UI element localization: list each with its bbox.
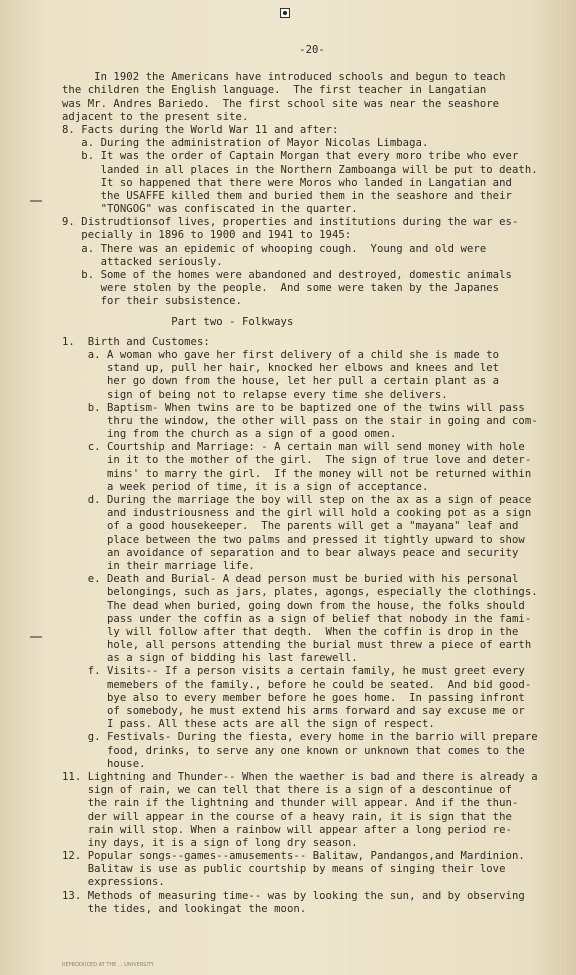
text-line: the USAFFE killed them and buried them in the seashore and their <box>62 189 512 202</box>
text-line: The dead when buried, going down from the house, the folks should <box>62 599 525 612</box>
text-line: d. During the marriage the boy will step on the ax as a sign of peace <box>62 494 532 506</box>
margin-dash <box>30 636 42 638</box>
text-line: a. A woman who gave her first delivery of a child she is made to <box>62 348 500 361</box>
text-line: ly will follow after that deqth. When the coffin is drop in the <box>62 625 519 638</box>
margin-dash <box>30 200 42 202</box>
text-line: of a good housekeeper. The parents will get a "mayana" leaf and <box>62 520 519 533</box>
text-line: memebers of the family., before he could be seated. And bid good- <box>62 678 532 691</box>
text-line: 9. Distrudtionsof lives, properties and institutions during the war es- <box>62 216 519 229</box>
text-line: I pass. All these acts are all the sign of respect. <box>62 718 435 731</box>
text-line: It so happened that there were Moros who landed in Langatian and <box>62 176 512 189</box>
text-line: Part two - Folkways <box>62 315 294 328</box>
text-line: 8. Facts during the World War 11 and after: <box>62 123 339 136</box>
text-line: in it to the mother of the girl. The sign of true love and deter- <box>62 454 532 467</box>
text-line: b. It was the order of Captain Morgan that every moro tribe who ever <box>62 150 519 163</box>
text-line: 1. Birth and Customes: <box>62 335 210 348</box>
text-line: for their subsistence. <box>62 295 242 308</box>
text-line: bye also to every member before he goes home. In passing infront <box>62 691 525 704</box>
staple-icon <box>280 8 290 18</box>
text-line: the tides, and lookingat the moon. <box>62 902 307 915</box>
page-number: -20- <box>299 44 325 56</box>
text-line: c. Courtship and Marriage: - A certain man will send money with hole <box>62 441 525 454</box>
text-line: e. Death and Burial- A dead person must be buried with his personal <box>62 573 519 586</box>
text-line <box>62 309 562 316</box>
text-line: in their marriage life. <box>62 559 255 572</box>
text-lines <box>62 71 562 916</box>
text-line: iny days, it is a sign of long dry season. <box>62 836 358 849</box>
text-line: sign of rain, we can tell that there is a sign of a descontinue of <box>62 784 512 797</box>
text-line: adjacent to the present site. <box>62 110 249 123</box>
text-line: the rain if the lightning and thunder will appear. And if the thun- <box>62 797 519 810</box>
text-line: landed in all places in the Northern Zamboanga will be put to death. <box>62 163 538 176</box>
text-line: stand up, pull her hair, knocked her elbows and knees and let <box>62 362 500 375</box>
text-line: of somebody, he must extend his arms forward and say excuse me or <box>62 705 525 717</box>
text-line: b. Some of the homes were abandoned and destroyed, domestic animals <box>62 269 512 281</box>
text-line: 13. Methods of measuring time-- was by looking the sun, and by observing <box>62 889 525 902</box>
text-line: thru the window, the other will pass on the stair in going and com- <box>62 414 538 427</box>
text-line: a. During the administration of Mayor Nicolas Limbaga. <box>62 137 429 150</box>
text-line: der will appear in the course of a heavy rain, it is sign that the <box>62 810 512 823</box>
text-line: expressions. <box>62 876 165 889</box>
text-line: an avoidance of separation and to bear always peace and security <box>62 546 519 559</box>
text-line <box>62 329 562 336</box>
text-line: food, drinks, to serve any one known or unknown that comes to the <box>62 744 525 757</box>
text-line: a week period of time, it is a sign of acceptance. <box>62 480 429 493</box>
text-line: 12. Popular songs--games--amusements-- Balitaw, Pandangos,and Mardinion. <box>62 850 525 863</box>
text-line: In 1902 the Americans have introduced schools and begun to teach <box>62 71 506 84</box>
text-line: pass under the coffin as a sign of belief that nobody in the fami- <box>62 612 532 625</box>
text-line: were stolen by the people. And some were taken by the Japanes <box>62 282 500 295</box>
text-line: a. There was an epidemic of whooping cough. Young and old were <box>62 242 487 255</box>
text-line: her go down from the house, let her pull a certain plant as a <box>62 375 500 388</box>
text-line: attacked seriously. <box>62 255 223 268</box>
text-line: as a sign of bidding his last farewell. <box>62 652 358 665</box>
text-line: the children the English language. The first teacher in Langatian <box>62 84 487 97</box>
footer-note: REPRODUCED AT THE ... UNIVERSITY <box>62 962 154 968</box>
text-line: rain will stop. When a rainbow will appear after a long period re- <box>62 823 512 836</box>
text-line: Balitaw is use as public courtship by means of singing their love <box>62 863 506 876</box>
text-line: pecially in 1896 to 1900 and 1941 to 1945: <box>62 229 352 242</box>
text-line: belongings, such as jars, plates, agongs, especially the clothings. <box>62 586 538 599</box>
text-line: g. Festivals- During the fiesta, every home in the barrio will prepare <box>62 731 538 744</box>
text-line: and industriousness and the girl will hold a cooking pot as a sign <box>62 507 532 520</box>
text-line: "TONGOG" was confiscated in the quarter. <box>62 203 358 216</box>
text-line: hole, all persons attending the burial must threw a piece of earth <box>62 639 532 652</box>
text-line: sign of being not to relapse every time she delivers. <box>62 388 448 401</box>
text-line: f. Visits-- If a person visits a certain family, he must greet every <box>62 665 525 678</box>
page-body <box>62 44 562 916</box>
text-line: mins' to marry the girl. If the money will not be returned within <box>62 467 532 480</box>
text-line: was Mr. Andres Bariedo. The first school site was near the seashore <box>62 97 500 110</box>
text-line: house. <box>62 757 146 770</box>
text-line: b. Baptism- When twins are to be baptized one of the twins will pass <box>62 401 525 414</box>
text-line: 11. Lightning and Thunder-- When the waether is bad and there is already a <box>62 770 538 783</box>
text-line: ing from the church as a sign of a good omen. <box>62 428 397 441</box>
text-line: place between the two palms and pressed it tightly upward to show <box>62 533 525 546</box>
